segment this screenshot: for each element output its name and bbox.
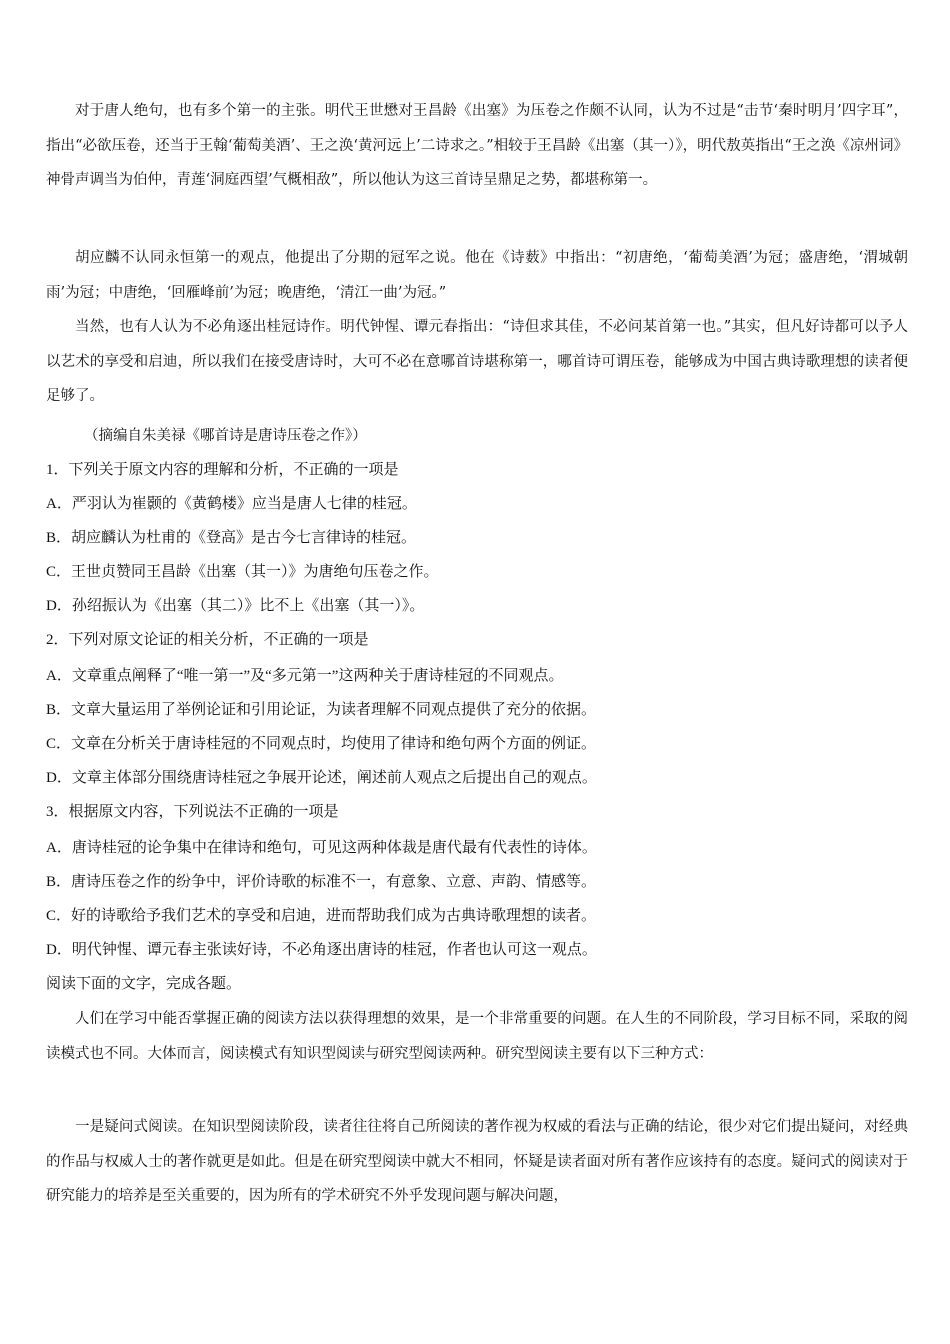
question-1-option-d: D．孙绍振认为《出塞（其二）》比不上《出塞（其一）》。 (46, 598, 425, 614)
passage1-paragraph-1: 对于唐人绝句，也有多个第一的主张。明代王世懋对王昌龄《出塞》为压卷之作颇不认同，认为不过是“击节‘秦时明月’四字耳”，指出“必欲压卷，还当于王翰‘葡萄美酒’、王之涣‘黄河远上’二诗求之。”相较于王昌龄《出塞（其一）》，明代敖英指出“王之涣《凉州词》神骨声调当为伯仲，青莲‘洞庭西望’气概相敌”，所以他认为这三首诗呈鼎足之势，都堪称第一。 (46, 103, 908, 188)
passage2-paragraph-1: 人们在学习中能否掌握正确的阅读方法以获得理想的效果，是一个非常重要的问题。在人生的不同阶段，学习目标不同，采取的阅读模式也不同。大体而言，阅读模式有知识型阅读与研究型阅读两种。研究型阅读主要有以下三种方式： (46, 1011, 908, 1062)
question-3-option-b: B．唐诗压卷之作的纷争中，评价诗歌的标准不一，有意象、立意、声韵、情感等。 (46, 874, 597, 890)
question-1-option-c: C．王世贞赞同王昌龄《出塞（其一）》为唐绝句压卷之作。 (46, 564, 439, 580)
passage2-paragraph-2: 一是疑问式阅读。在知识型阅读阶段，读者往往将自己所阅读的著作视为权威的看法与正确的结论，很少对它们提出疑问，对经典的作品与权威人士的著作就更是如此。但是在研究型阅读中就大不相同，怀疑是读者面对所有著作应该持有的态度。疑问式的阅读对于研究能力的培养是至关重要的，因为所有的学术研究不外乎发现问题与解决问题， (46, 1119, 908, 1204)
question-2-stem: 2．下列对原文论证的相关分析，不正确的一项是 (46, 632, 369, 648)
reading-instruction: 阅读下面的文字，完成各题。 (46, 976, 242, 992)
question-3-option-d: D．明代钟惺、谭元春主张读好诗，不必角逐出唐诗的桂冠，作者也认可这一观点。 (46, 942, 597, 958)
question-1-stem: 1．下列关于原文内容的理解和分析，不正确的一项是 (46, 462, 399, 478)
question-3-option-c: C．好的诗歌给予我们艺术的享受和启迪，进而帮助我们成为古典诗歌理想的读者。 (46, 908, 597, 924)
question-1-option-a: A．严羽认为崔颢的《黄鹤楼》应当是唐人七律的桂冠。 (46, 496, 417, 512)
question-3-option-a: A．唐诗桂冠的论争集中在律诗和绝句，可见这两种体裁是唐代最有代表性的诗体。 (46, 840, 597, 856)
question-1-option-b: B．胡应麟认为杜甫的《登高》是古今七言律诗的桂冠。 (46, 530, 417, 546)
passage1-paragraph-2: 胡应麟不认同永恒第一的观点，他提出了分期的冠军之说。他在《诗薮》中指出：“初唐绝，‘葡萄美酒’为冠；盛唐绝，‘渭城朝雨’为冠；中唐绝，‘回雁峰前’为冠；晚唐绝，‘清江一曲’为冠。” (46, 250, 908, 301)
question-3-stem: 3．根据原文内容，下列说法不正确的一项是 (46, 804, 339, 820)
question-2-option-c: C．文章在分析关于唐诗桂冠的不同观点时，均使用了律诗和绝句两个方面的例证。 (46, 736, 597, 752)
passage1-paragraph-3: 当然，也有人认为不必角逐出桂冠诗作。明代钟惺、谭元春指出：“诗但求其佳，不必问某首第一也。”其实，但凡好诗都可以予人以艺术的享受和启迪，所以我们在接受唐诗时，大可不必在意哪首诗堪称第一，哪首诗可谓压卷，能够成为中国古典诗歌理想的读者便足够了。 (46, 319, 908, 404)
question-2-option-b: B．文章大量运用了举例论证和引用论证，为读者理解不同观点提供了充分的依据。 (46, 702, 597, 718)
question-2-option-d: D．文章主体部分围绕唐诗桂冠之争展开论述，阐述前人观点之后提出自己的观点。 (46, 770, 597, 786)
passage1-source: （摘编自朱美禄《哪首诗是唐诗压卷之作》） (84, 428, 367, 444)
question-2-option-a: A．文章重点阐释了“唯一第一”及“多元第一”这两种关于唐诗桂冠的不同观点。 (46, 668, 564, 684)
